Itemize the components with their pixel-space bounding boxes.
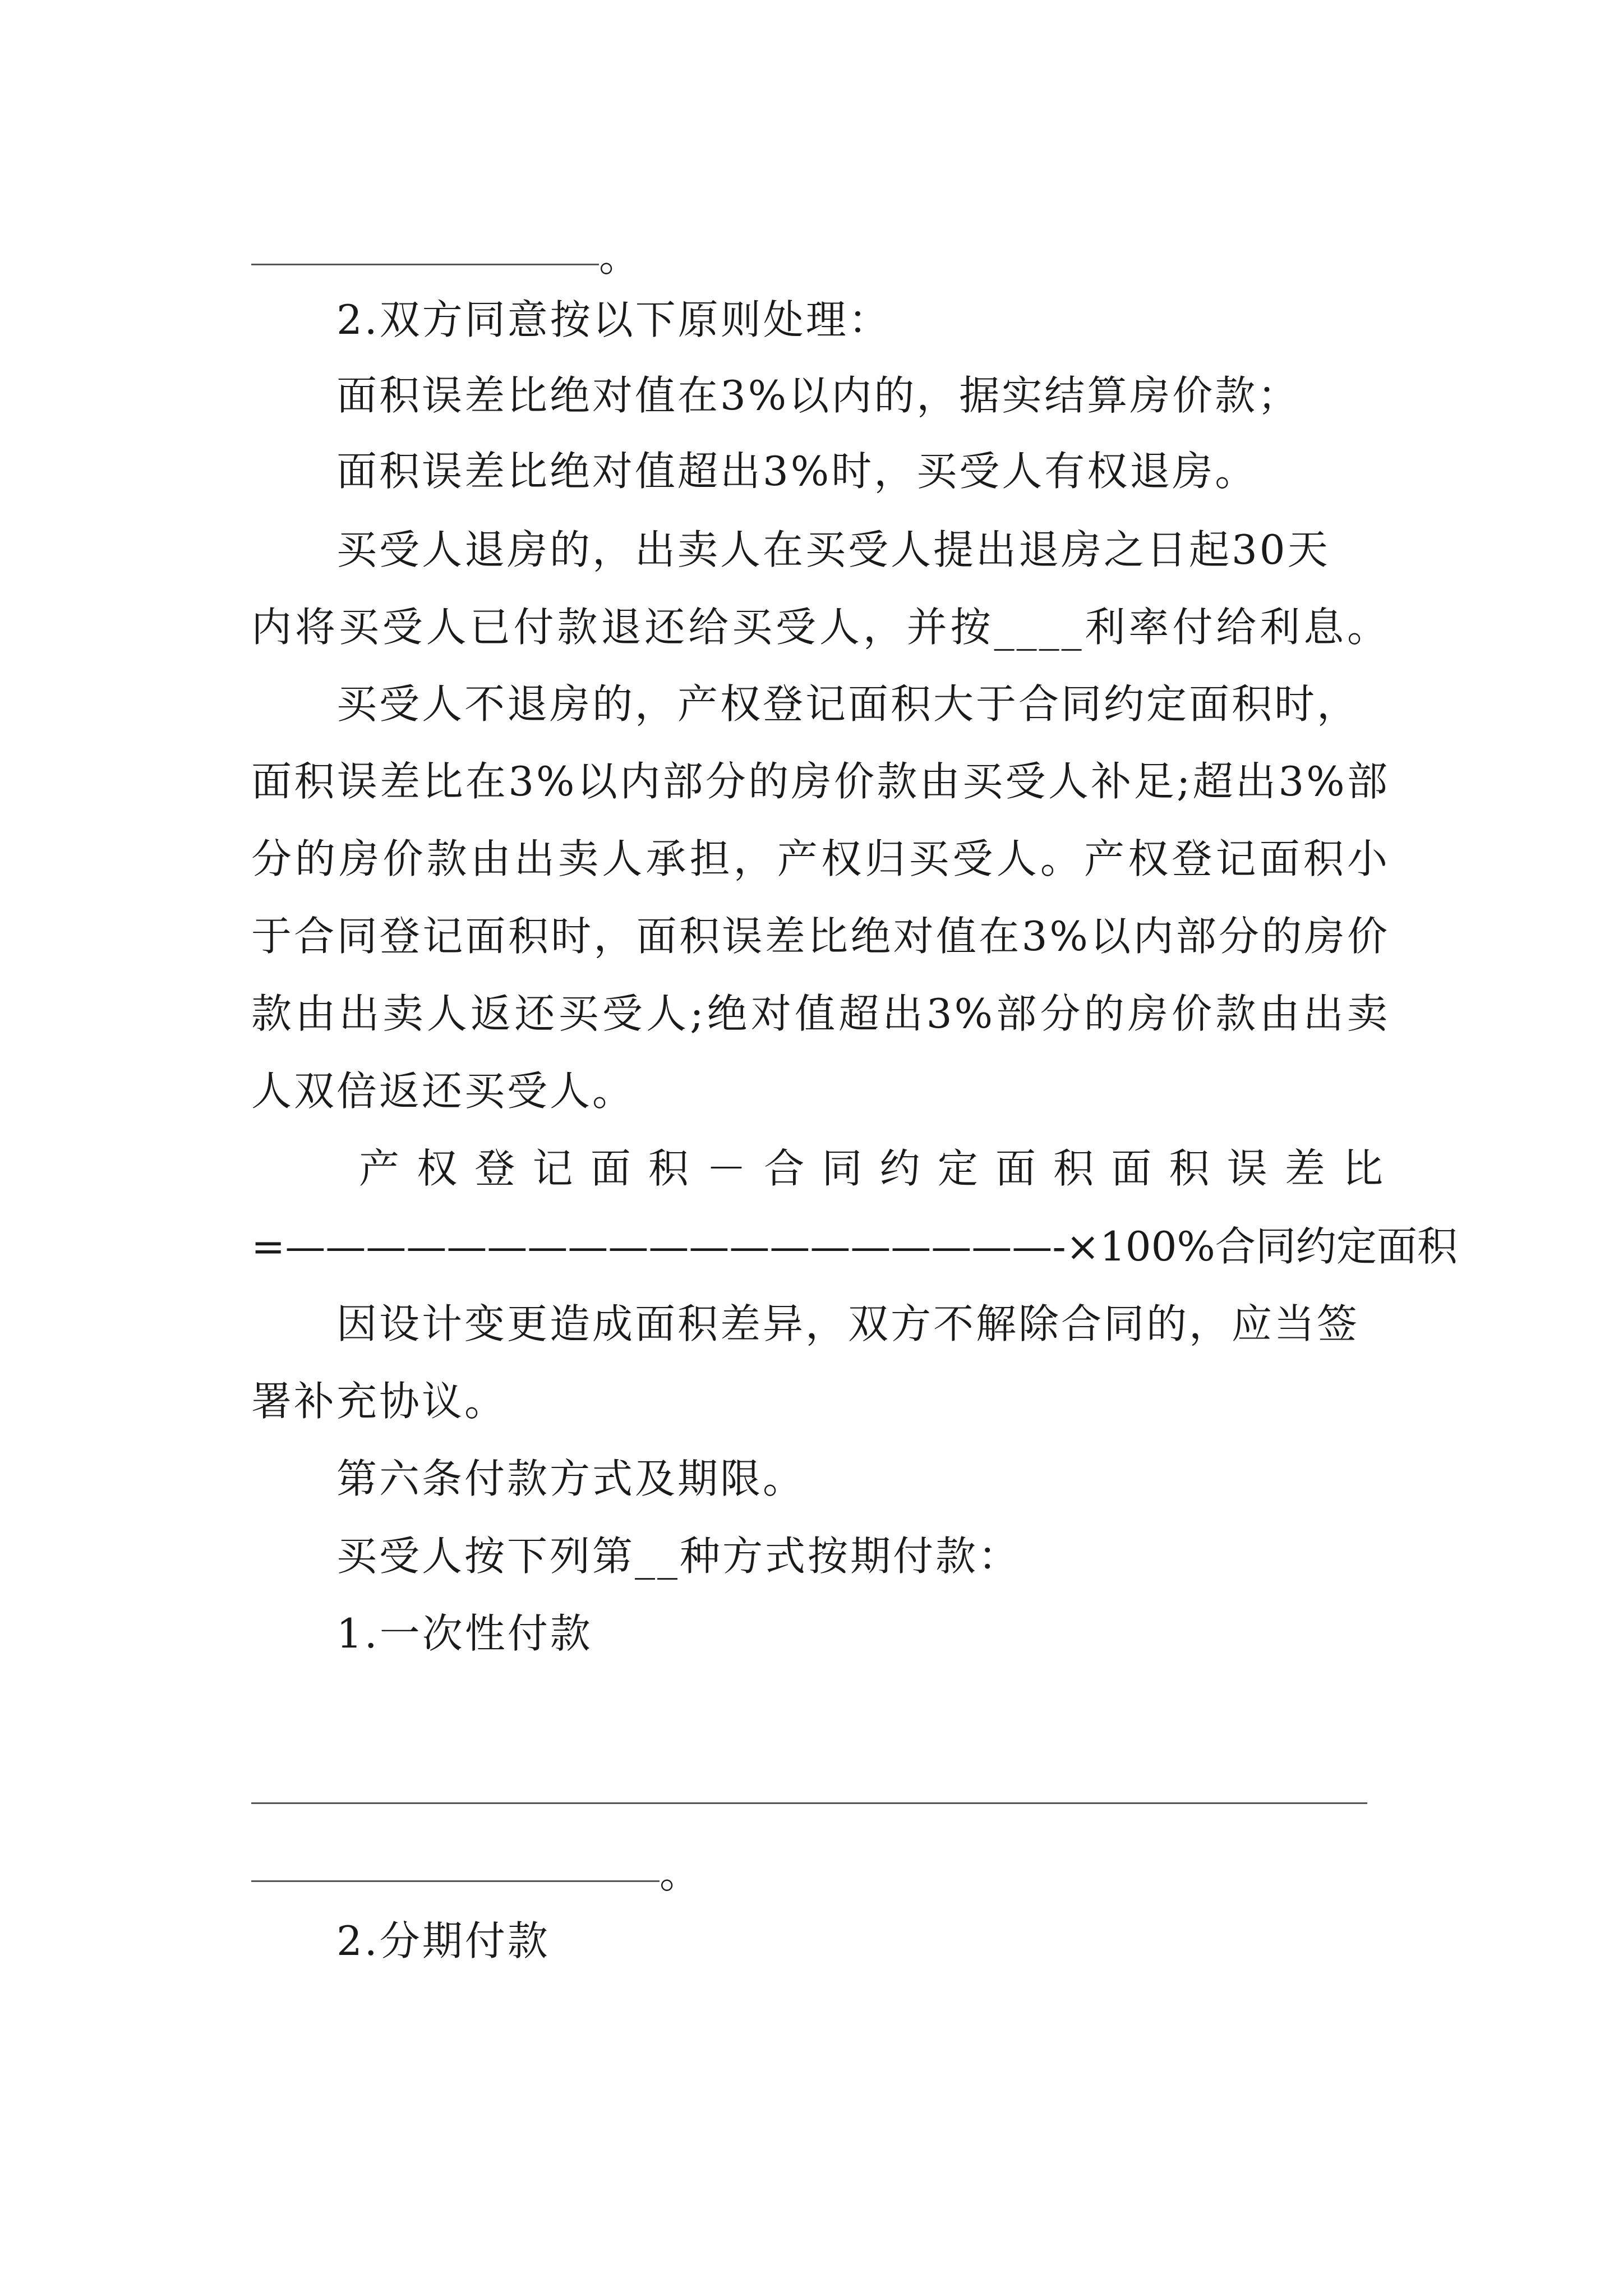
installment-payment-heading: 2.分期付款 bbox=[336, 1917, 550, 1964]
end-mark-top: 。 bbox=[599, 233, 640, 280]
no-refund-paragraph-line-6: 人双倍返还买受人。 bbox=[251, 1068, 635, 1115]
formula-numerator-line: 产权登记面积－合同约定面积面积误差比 bbox=[359, 1145, 1390, 1192]
formula-fraction-line: =———————————————————-×100%合同约定面积 bbox=[251, 1223, 1458, 1270]
lump-sum-payment-heading: 1.一次性付款 bbox=[336, 1610, 593, 1657]
no-refund-paragraph-line-3: 分的房价款由出卖人承担，产权归买受人。产权登记面积小 bbox=[251, 835, 1390, 882]
blank-underline-short bbox=[251, 1880, 660, 1882]
design-change-paragraph-line-1: 因设计变更造成面积差异，双方不解除合同的，应当签 bbox=[336, 1300, 1360, 1347]
rule-exceed-3-percent: 面积误差比绝对值超出3%时，买受人有权退房。 bbox=[336, 448, 1258, 495]
end-mark-mid: 。 bbox=[660, 1850, 700, 1897]
article-6-heading: 第六条付款方式及期限。 bbox=[336, 1455, 806, 1502]
no-refund-paragraph-line-2: 面积误差比在3%以内部分的房价款由买受人补足;超出3%部 bbox=[251, 758, 1390, 805]
payment-option-line: 买受人按下列第__种方式按期付款： bbox=[336, 1533, 1021, 1580]
no-refund-paragraph-line-5: 款由出卖人返还买受人;绝对值超出3%部分的房价款由出卖 bbox=[251, 990, 1390, 1037]
rule-within-3-percent: 面积误差比绝对值在3%以内的，据实结算房价款； bbox=[336, 372, 1301, 419]
refund-paragraph-line-1: 买受人退房的，出卖人在买受人提出退房之日起30天 bbox=[336, 526, 1330, 573]
refund-paragraph-line-2: 内将买受人已付款退还给买受人，并按____利率付给利息。 bbox=[251, 604, 1390, 651]
blank-underline-top bbox=[251, 264, 599, 265]
blank-underline-long bbox=[251, 1802, 1367, 1804]
no-refund-paragraph-line-1: 买受人不退房的，产权登记面积大于合同约定面积时， bbox=[336, 680, 1360, 728]
no-refund-paragraph-line-4: 于合同登记面积时，面积误差比绝对值在3%以内部分的房价 bbox=[251, 913, 1390, 960]
design-change-paragraph-line-2: 署补充协议。 bbox=[251, 1378, 508, 1425]
clause-2-heading: 2.双方同意按以下原则处理： bbox=[336, 296, 891, 343]
